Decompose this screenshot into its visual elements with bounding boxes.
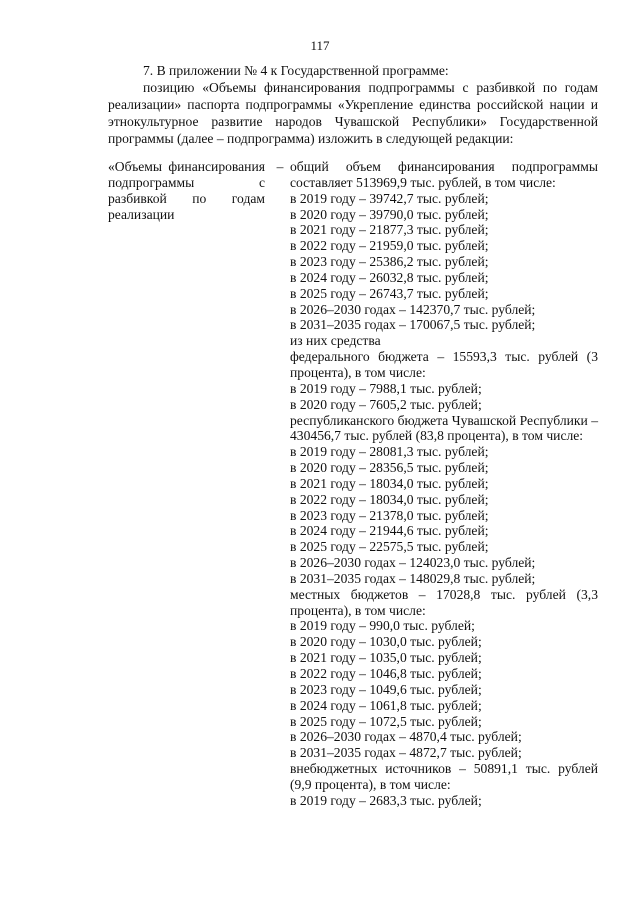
extrabudgetary-text: внебюджетных источников – 50891,1 тыс. рублей (9,9 процента), в том числе: <box>290 761 598 792</box>
year-amount-line: в 2021 году – 1035,0 тыс. рублей; <box>290 650 482 666</box>
year-amount-line: в 2023 году – 1049,6 тыс. рублей; <box>290 681 482 697</box>
year-amount-line: в 2020 году – 7605,2 тыс. рублей; <box>290 396 482 412</box>
total-by-year-list <box>290 191 598 334</box>
funding-details-cell <box>290 159 598 809</box>
year-amount-line: в 2024 году – 1061,8 тыс. рублей; <box>290 697 482 713</box>
intro-text <box>108 62 598 147</box>
year-amount-line: в 2025 году – 1072,5 тыс. рублей; <box>290 713 482 729</box>
year-amount-line: в 2022 году – 21959,0 тыс. рублей; <box>290 238 489 254</box>
year-amount-line: в 2026–2030 годах – 124023,0 тыс. рублей; <box>290 555 536 571</box>
extrabudgetary-by-year-list <box>290 793 598 809</box>
sources-intro: из них средства <box>290 333 381 349</box>
year-amount-line: в 2023 году – 25386,2 тыс. рублей; <box>290 254 489 270</box>
federal-budget-text: федерального бюджета – 15593,3 тыс. рублей (3 процента), в том числе: <box>290 349 598 380</box>
year-amount-line: в 2024 году – 21944,6 тыс. рублей; <box>290 523 489 539</box>
intro-paragraph-2: позицию «Объемы финансирования подпрограммы с разбивкой по годам реализации» паспорта подпрограммы «Укрепление единства российской нации и этнокультурное развитие народов Чувашской Республики» Государственной программы (далее – подпрограмма) изложить в следующей редакции: <box>108 80 598 146</box>
page-number: 117 <box>310 38 330 53</box>
republican-by-year-list <box>290 444 598 587</box>
year-amount-line: в 2022 году – 1046,8 тыс. рублей; <box>290 666 482 681</box>
year-amount-line: в 2019 году – 39742,7 тыс. рублей; <box>290 190 489 206</box>
year-amount-line: в 2021 году – 18034,0 тыс. рублей; <box>290 475 489 491</box>
year-amount-line: в 2020 году – 39790,0 тыс. рублей; <box>290 206 489 222</box>
funding-label-cell: «Объемы финансирования подпрограммы с разбивкой по годам реализации <box>108 159 265 222</box>
year-amount-line: в 2025 году – 26743,7 тыс. рублей; <box>290 285 489 301</box>
year-amount-line: в 2024 году – 26032,8 тыс. рублей; <box>290 269 489 285</box>
local-by-year-list <box>290 618 598 761</box>
year-amount-line: в 2019 году – 990,0 тыс. рублей; <box>290 618 475 634</box>
year-amount-line: в 2023 году – 21378,0 тыс. рублей; <box>290 507 489 523</box>
republican-budget-text: республиканского бюджета Чувашской Республики – 430456,7 тыс. рублей (83,8 процента), в том числе: <box>290 412 598 444</box>
year-amount-line: в 2019 году – 7988,1 тыс. рублей; <box>290 380 482 396</box>
year-amount-line: в 2026–2030 годах – 142370,7 тыс. рублей; <box>290 301 536 317</box>
year-amount-line: в 2019 году – 2683,3 тыс. рублей; <box>290 792 482 808</box>
year-amount-line: в 2025 году – 22575,5 тыс. рублей; <box>290 539 489 555</box>
dash-separator: – <box>276 159 284 174</box>
year-amount-line: в 2031–2035 годах – 148029,8 тыс. рублей; <box>290 570 536 586</box>
year-amount-line: в 2026–2030 годах – 4870,4 тыс. рублей; <box>290 729 522 745</box>
federal-by-year-list <box>290 381 598 413</box>
year-amount-line: в 2031–2035 годах – 4872,7 тыс. рублей; <box>290 745 522 761</box>
year-amount-line: в 2021 году – 21877,3 тыс. рублей; <box>290 222 489 238</box>
year-amount-line: в 2022 году – 18034,0 тыс. рублей; <box>290 491 489 507</box>
year-amount-line: в 2019 году – 28081,3 тыс. рублей; <box>290 444 489 460</box>
year-amount-line: в 2020 году – 1030,0 тыс. рублей; <box>290 634 482 650</box>
intro-paragraph-1: 7. В приложении № 4 к Государственной программе: <box>143 63 449 78</box>
total-funding-text: общий объем финансирования подпрограммы составляет 513969,9 тыс. рублей, в том числе: <box>290 159 598 190</box>
year-amount-line: в 2020 году – 28356,5 тыс. рублей; <box>290 460 489 476</box>
local-budgets-text: местных бюджетов – 17028,8 тыс. рублей (3,3 процента), в том числе: <box>290 586 598 618</box>
year-amount-line: в 2031–2035 годах – 170067,5 тыс. рублей; <box>290 317 536 333</box>
